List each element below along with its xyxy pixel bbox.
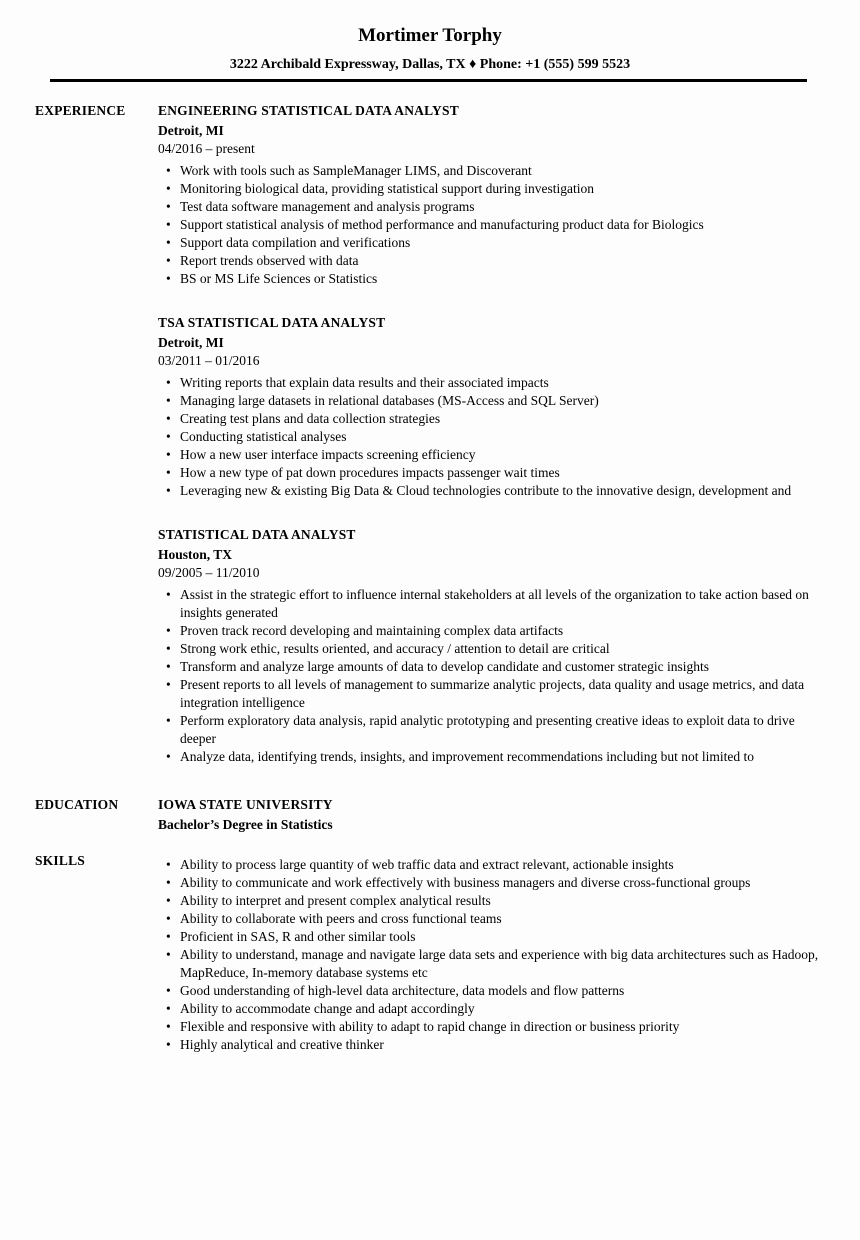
education-content bbox=[158, 796, 825, 834]
job-entry-2 bbox=[158, 314, 825, 500]
bullet-item: • Test data software management and analysis programs bbox=[158, 198, 825, 216]
person-name: Mortimer Torphy bbox=[358, 25, 502, 46]
section-skills bbox=[35, 852, 825, 1054]
contact-line: 3222 Archibald Expressway, Dallas, TX ♦ Phone: +1 (555) 599 5523 bbox=[229, 57, 631, 72]
header-divider bbox=[50, 79, 807, 82]
job-location: Detroit, MI bbox=[158, 335, 224, 350]
bullet-item: • Highly analytical and creative thinker bbox=[158, 1036, 825, 1054]
education-degree: Bachelor’s Degree in Statistics bbox=[158, 817, 333, 832]
bullet-item: • Work with tools such as SampleManager LIMS, and Discoverant bbox=[158, 162, 825, 180]
resume-header bbox=[35, 24, 825, 82]
bullet-item: • Analyze data, identifying trends, insights, and improvement recommendations including but not limited to bbox=[158, 748, 825, 766]
bullet-item: • Managing large datasets in relational databases (MS-Access and SQL Server) bbox=[158, 392, 825, 410]
job-bullet-list bbox=[158, 374, 825, 500]
bullet-item: • Support data compilation and verifications bbox=[158, 234, 825, 252]
bullet-item: • Ability to understand, manage and navigate large data sets and experience with big data architectures such as Hadoop, MapReduce, In-memory database systems etc bbox=[158, 946, 825, 982]
section-education bbox=[35, 796, 825, 834]
bullet-item: • Transform and analyze large amounts of data to develop candidate and customer strategic insights bbox=[158, 658, 825, 676]
job-title: TSA STATISTICAL DATA ANALYST bbox=[158, 315, 386, 330]
job-entry-1 bbox=[158, 102, 825, 288]
bullet-item: • How a new user interface impacts screening efficiency bbox=[158, 446, 825, 464]
bullet-item: • Writing reports that explain data results and their associated impacts bbox=[158, 374, 825, 392]
bullet-item: • Monitoring biological data, providing statistical support during investigation bbox=[158, 180, 825, 198]
bullet-item: • Leveraging new & existing Big Data & Cloud technologies contribute to the innovative design, development and bbox=[158, 482, 825, 500]
bullet-item: • Report trends observed with data bbox=[158, 252, 825, 270]
job-dates: 03/2011 – 01/2016 bbox=[158, 353, 260, 368]
bullet-item: • Support statistical analysis of method performance and manufacturing product data for Biologics bbox=[158, 216, 825, 234]
bullet-item: • Ability to interpret and present complex analytical results bbox=[158, 892, 825, 910]
job-location: Detroit, MI bbox=[158, 123, 224, 138]
skills-bullet-list bbox=[158, 856, 825, 1054]
bullet-item: • Conducting statistical analyses bbox=[158, 428, 825, 446]
bullet-item: • Ability to communicate and work effectively with business managers and diverse cross-functional groups bbox=[158, 874, 825, 892]
job-location: Houston, TX bbox=[158, 547, 233, 562]
bullet-item: • Ability to accommodate change and adapt accordingly bbox=[158, 1000, 825, 1018]
job-entry-3 bbox=[158, 526, 825, 766]
bullet-item: • Proficient in SAS, R and other similar tools bbox=[158, 928, 825, 946]
bullet-item: • Good understanding of high-level data architecture, data models and flow patterns bbox=[158, 982, 825, 1000]
bullet-item: • Ability to process large quantity of web traffic data and extract relevant, actionable insights bbox=[158, 856, 825, 874]
bullet-item: • Present reports to all levels of management to summarize analytic projects, data quality and usage metrics, and data integration intelligence bbox=[158, 676, 825, 712]
bullet-item: • Perform exploratory data analysis, rapid analytic prototyping and presenting creative ideas to exploit data to drive deeper bbox=[158, 712, 825, 748]
job-dates: 09/2005 – 11/2010 bbox=[158, 565, 260, 580]
education-school: IOWA STATE UNIVERSITY bbox=[158, 797, 333, 812]
bullet-item: • Proven track record developing and maintaining complex data artifacts bbox=[158, 622, 825, 640]
bullet-item: • Assist in the strategic effort to influence internal stakeholders at all levels of the organization to take action based on insights generated bbox=[158, 586, 825, 622]
experience-content bbox=[158, 102, 825, 766]
bullet-item: • Ability to collaborate with peers and cross functional teams bbox=[158, 910, 825, 928]
job-title: ENGINEERING STATISTICAL DATA ANALYST bbox=[158, 103, 459, 118]
job-bullet-list bbox=[158, 586, 825, 766]
resume-body bbox=[35, 102, 825, 1054]
job-bullet-list bbox=[158, 162, 825, 288]
job-dates: 04/2016 – present bbox=[158, 141, 255, 156]
skills-content bbox=[158, 852, 825, 1054]
bullet-item: • Creating test plans and data collection strategies bbox=[158, 410, 825, 428]
section-label-skills: SKILLS bbox=[35, 853, 85, 868]
bullet-item: • How a new type of pat down procedures impacts passenger wait times bbox=[158, 464, 825, 482]
section-experience bbox=[35, 102, 825, 766]
bullet-item: • BS or MS Life Sciences or Statistics bbox=[158, 270, 825, 288]
job-title: STATISTICAL DATA ANALYST bbox=[158, 527, 356, 542]
section-label-education: EDUCATION bbox=[35, 797, 119, 812]
bullet-item: • Flexible and responsive with ability to adapt to rapid change in direction or business priority bbox=[158, 1018, 825, 1036]
bullet-item: • Strong work ethic, results oriented, and accuracy / attention to detail are critical bbox=[158, 640, 825, 658]
section-label-experience: EXPERIENCE bbox=[35, 103, 126, 118]
